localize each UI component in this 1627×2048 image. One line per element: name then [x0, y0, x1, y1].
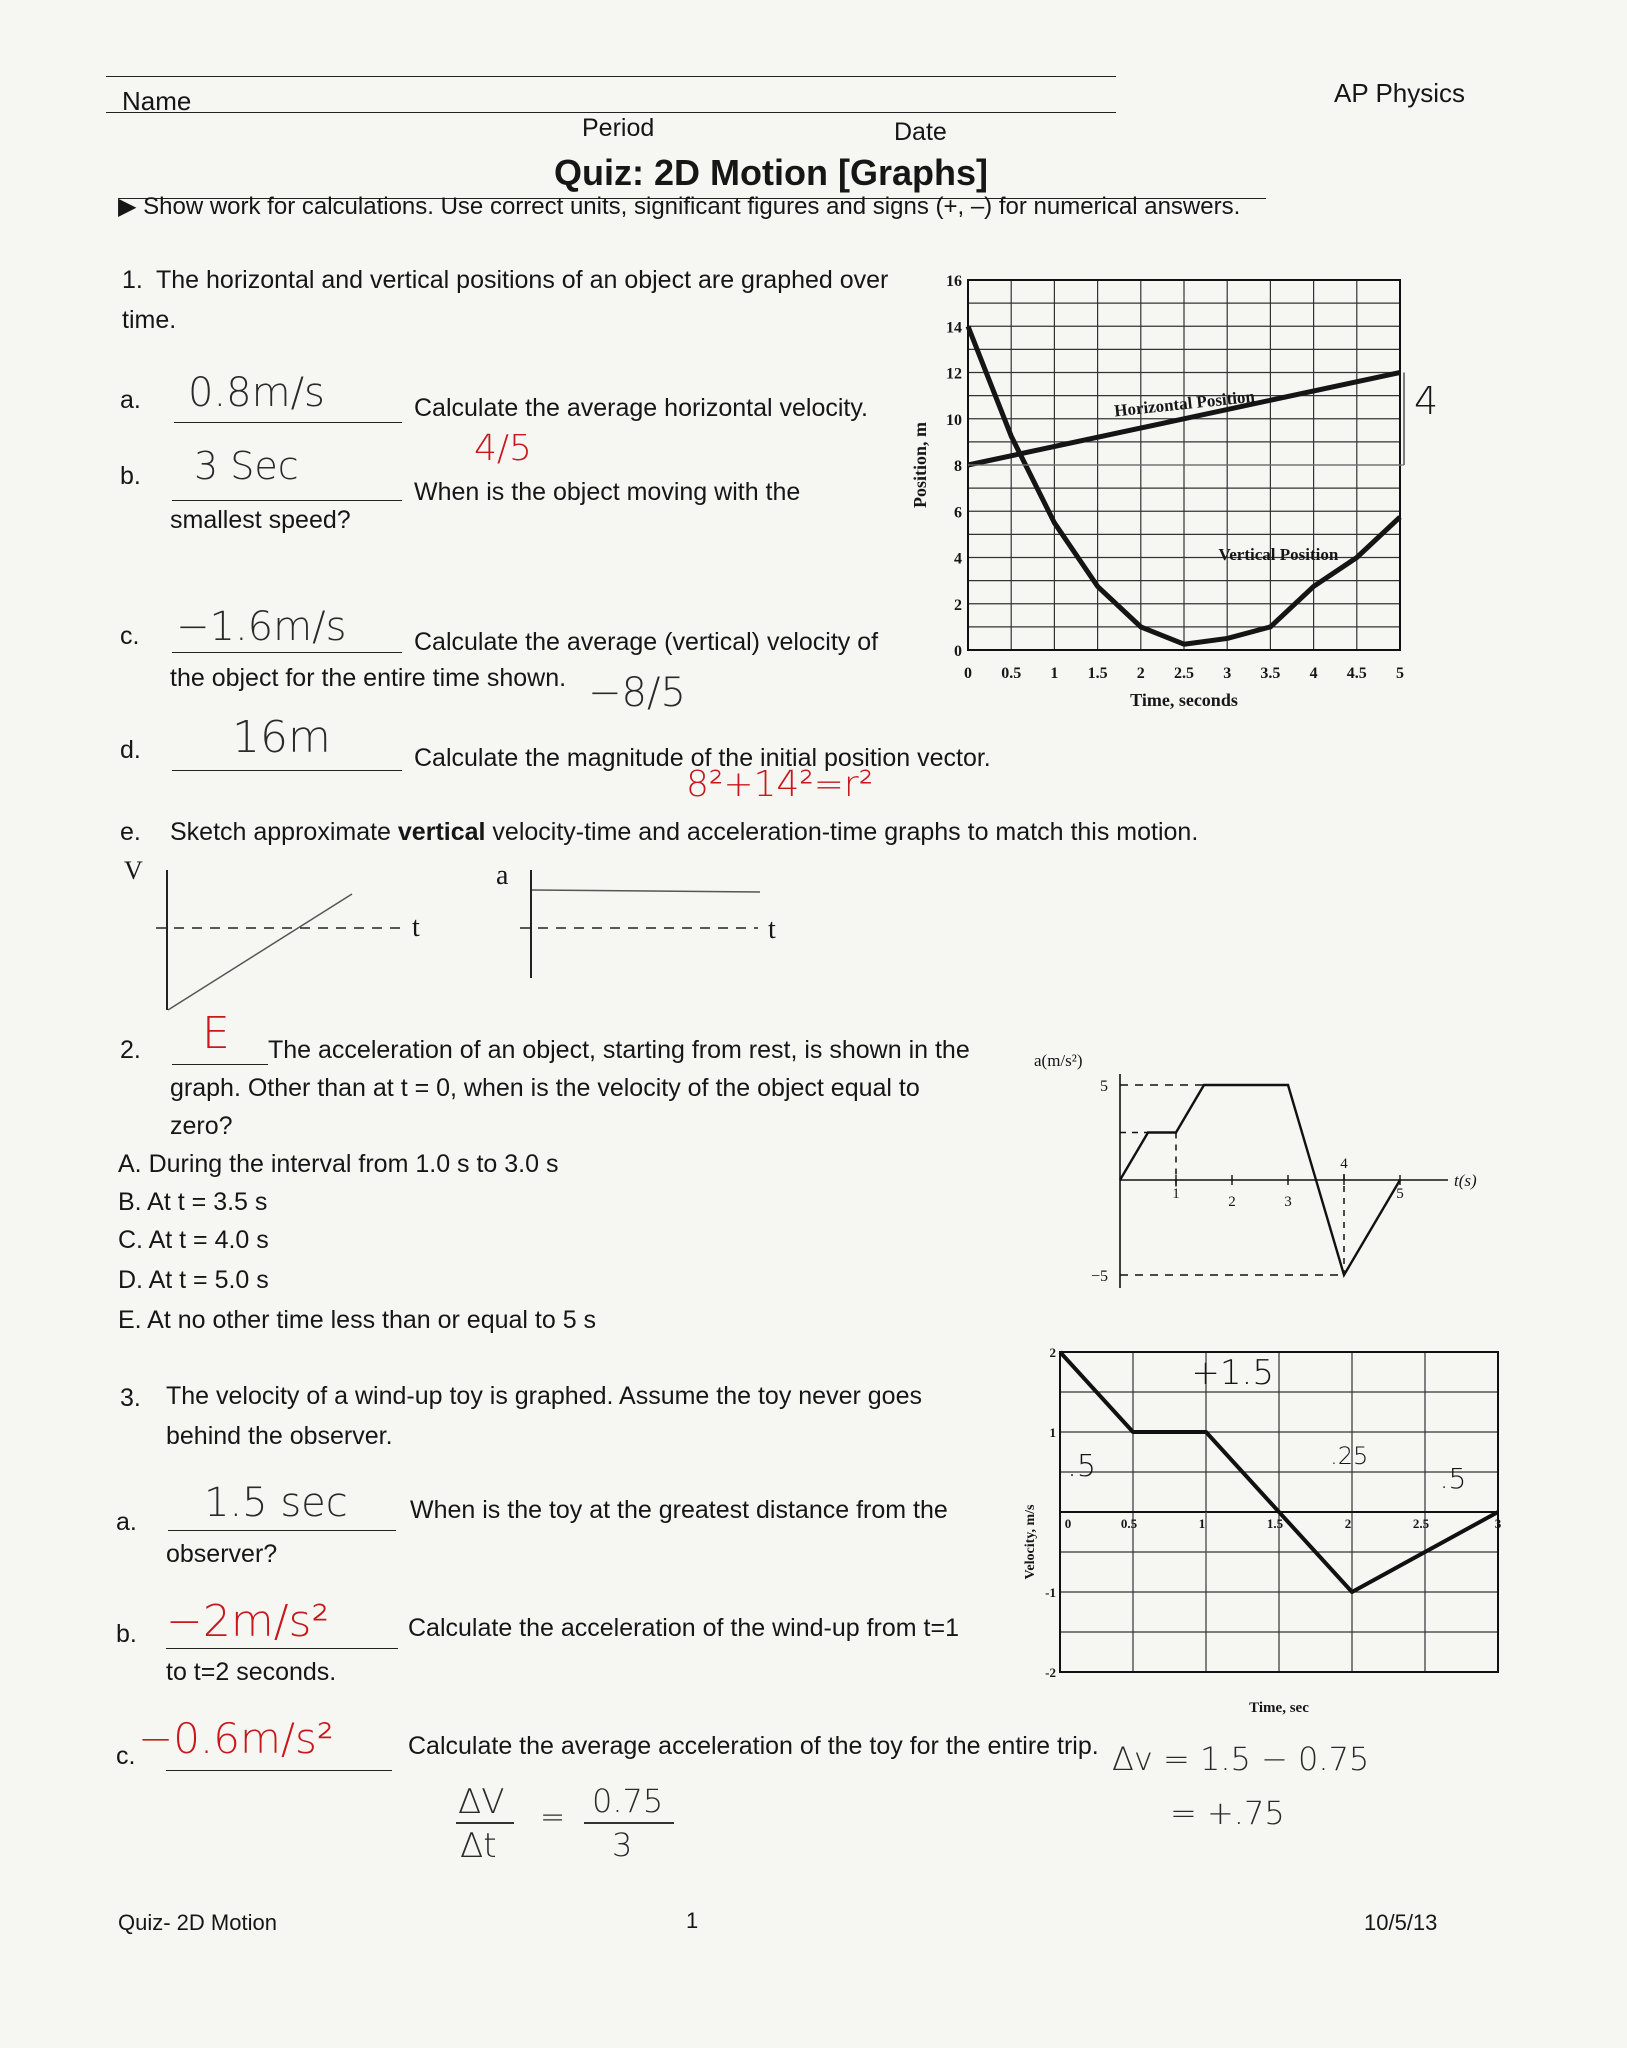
sketch-a-label: a: [496, 860, 509, 891]
q1e-prompt: Sketch approximate vertical velocity-time and acceleration-time graphs to match this motion.: [170, 818, 1199, 846]
q3c-work-den: 3: [612, 1826, 633, 1864]
q1b-prompt2: smallest speed?: [170, 506, 351, 534]
q3c-prompt: Calculate the average acceleration of the toy for the entire trip.: [408, 1732, 1099, 1760]
q1-number: 1.: [122, 266, 143, 294]
q2-text-line2: graph. Other than at t = 0, when is the velocity of the object equal to: [170, 1074, 920, 1102]
instructions: ▶ Show work for calculations. Use correct units, significant figures and signs (+, –) for numerical answers.: [118, 193, 1241, 220]
q3c-work-num: 0.75: [592, 1782, 664, 1820]
footer-date: 10/5/13: [1364, 1910, 1438, 1935]
y-tick-label: 6: [954, 504, 962, 522]
q1d-work: 8²+14²=r²: [686, 764, 874, 805]
x-tick-label: 2.5: [1174, 665, 1194, 682]
q1c-work: −8/5: [588, 670, 686, 716]
y-axis-label: Velocity, m/s: [1023, 1504, 1038, 1580]
q3b-prompt2: to t=2 seconds.: [166, 1658, 337, 1686]
x-axis-label: t(s): [1454, 1171, 1477, 1190]
q2-answer: E: [202, 1008, 230, 1059]
x-tick-label: 4: [1309, 665, 1318, 682]
x-tick-label: 1: [1172, 1186, 1180, 1202]
triangle-bullet-icon: ▶: [118, 193, 137, 220]
annotation-four: 4: [1414, 379, 1439, 424]
annotation-area-3: .5: [1439, 1462, 1467, 1495]
y-tick-label: 16: [946, 273, 962, 290]
q1b-prompt: When is the object moving with the: [414, 478, 801, 506]
x-tick-label: 2: [1136, 665, 1145, 682]
y-tick-label: 5: [1100, 1078, 1108, 1095]
horizontal-position-label: Horizontal Position: [1113, 386, 1256, 421]
y-tick-label: −5: [1090, 1268, 1108, 1285]
q3-number: 3.: [120, 1384, 141, 1412]
name-label: Name: [122, 86, 192, 116]
x-tick-label: 5: [1396, 665, 1404, 682]
x-tick-label: 3: [1494, 1516, 1502, 1531]
q3c-answer: −0.6m/s²: [138, 1714, 334, 1763]
q2-choice-d: D. At t = 5.0 s: [118, 1266, 269, 1294]
annotation-area-1: .5: [1067, 1449, 1096, 1484]
x-tick-label: 0: [1064, 1516, 1072, 1531]
q1e-letter: e.: [120, 818, 141, 846]
annotation-plus-1p5: +1.5: [1191, 1353, 1274, 1393]
q2-number: 2.: [120, 1036, 141, 1064]
q3a-prompt: When is the toy at the greatest distance from the: [410, 1496, 948, 1524]
x-tick-label: 3.5: [1260, 665, 1281, 682]
q3b-letter: b.: [116, 1620, 137, 1648]
q1c-answer: −1.6m/s: [176, 604, 347, 650]
x-tick-label: 0.5: [1120, 1516, 1138, 1531]
q3-text-line2: behind the observer.: [166, 1422, 393, 1450]
y-tick-label: -1: [1045, 1585, 1056, 1600]
sketch-a-line: [532, 890, 760, 892]
footer-page: 1: [686, 1908, 699, 1933]
velocity-time-chart: [1010, 1340, 1530, 1720]
period-label: Period: [582, 114, 655, 142]
footer-title: Quiz- 2D Motion: [118, 1910, 277, 1935]
q1c-letter: c.: [120, 622, 140, 650]
q3c-work3: = +.75: [1170, 1794, 1285, 1832]
annotation-area-2: .25: [1330, 1442, 1369, 1470]
x-tick-label: 5: [1396, 1186, 1404, 1202]
x-tick-label: 1: [1198, 1516, 1206, 1531]
y-axis-label: Position, m: [910, 421, 930, 509]
q2-choice-e: E. At no other time less than or equal to 5 s: [118, 1306, 597, 1334]
q1a-prompt: Calculate the average horizontal velocity.: [414, 394, 868, 422]
q2-text-line3: zero?: [170, 1112, 233, 1140]
x-tick-label: 1.5: [1087, 665, 1108, 682]
y-tick-label: 10: [946, 411, 962, 429]
q3c-letter: c.: [116, 1742, 136, 1770]
x-tick-label: 4.5: [1346, 665, 1367, 682]
x-tick-label: 0.5: [1001, 665, 1022, 682]
q1b-letter: b.: [120, 462, 141, 490]
q3c-work-equals: =: [540, 1800, 566, 1835]
q1b-answer: 3 Sec: [194, 444, 299, 488]
course-label: AP Physics: [1334, 78, 1466, 108]
q3a-letter: a.: [116, 1508, 137, 1536]
q3a-answer: 1.5 sec: [204, 1480, 348, 1526]
x-tick-label: 0: [964, 665, 972, 682]
q1a-letter: a.: [120, 386, 141, 414]
y-tick-label: 1: [1049, 1425, 1056, 1440]
y-tick-label: 12: [946, 365, 962, 383]
q2-choice-a: A. During the interval from 1.0 s to 3.0 s: [118, 1150, 559, 1178]
sketch-v-label: V: [124, 856, 143, 885]
q1c-prompt: Calculate the average (vertical) velocity of: [414, 628, 879, 656]
y-tick-label: -2: [1045, 1665, 1056, 1680]
q2-choice-c: C. At t = 4.0 s: [118, 1226, 269, 1254]
x-tick-label: 2: [1344, 1516, 1352, 1531]
y-tick-label: 2: [954, 596, 962, 614]
x-tick-label: 1: [1050, 665, 1059, 682]
q1-text-line1: The horizontal and vertical positions of an object are graphed over: [156, 266, 889, 294]
q3c-work2: Δv = 1.5 − 0.75: [1112, 1740, 1370, 1778]
q3c-work-dt: Δt: [460, 1826, 497, 1866]
x-tick-label: 4: [1340, 1156, 1348, 1172]
x-axis-label: Time, sec: [1249, 1700, 1309, 1716]
x-axis-label: Time, seconds: [1130, 690, 1238, 710]
q1a-work: 4/5: [474, 428, 532, 469]
q3a-prompt2: observer?: [166, 1540, 278, 1568]
page-title: Quiz: 2D Motion [Graphs]: [554, 152, 988, 193]
x-tick-label: 2.5: [1412, 1516, 1430, 1531]
y-tick-label: 0: [954, 643, 962, 660]
q3b-answer: −2m/s²: [166, 1596, 330, 1647]
q3-text-line1: The velocity of a wind-up toy is graphed. Assume the toy never goes: [166, 1382, 922, 1410]
x-tick-label: 1.5: [1266, 1516, 1284, 1531]
q1d-prompt: Calculate the magnitude of the initial position vector.: [414, 744, 991, 772]
y-tick-label: 4: [954, 550, 962, 568]
q3c-work-dv: ΔV: [458, 1782, 505, 1822]
sketch-v-t-label: t: [412, 912, 420, 943]
q1d-answer: 16m: [232, 712, 331, 763]
q2-choice-b: B. At t = 3.5 s: [118, 1188, 268, 1216]
x-tick-label: 3: [1223, 665, 1232, 682]
q1c-prompt2: the object for the entire time shown.: [170, 664, 567, 692]
x-tick-label: 2: [1228, 1194, 1236, 1210]
q1-text-line2: time.: [122, 306, 177, 334]
q1a-answer: 0.8m/s: [188, 370, 325, 416]
vertical-position-label: Vertical Position: [1218, 544, 1339, 564]
x-tick-label: 3: [1284, 1194, 1292, 1210]
position-time-chart: [900, 262, 1540, 732]
y-axis-label: a(m/s²): [1034, 1051, 1083, 1070]
sketch-v-line: [168, 894, 352, 1010]
q1d-letter: d.: [120, 736, 141, 764]
q3b-prompt: Calculate the acceleration of the wind-up from t=1: [408, 1614, 960, 1642]
y-tick-label: 2: [1049, 1345, 1056, 1360]
q2-text-line1: The acceleration of an object, starting from rest, is shown in the: [268, 1036, 970, 1064]
acceleration-time-chart: [1030, 1040, 1477, 1300]
y-tick-label: 14: [946, 319, 962, 337]
sketch-graphs: [140, 860, 840, 1020]
sketch-a-t-label: t: [768, 914, 776, 945]
y-tick-label: 8: [954, 458, 962, 475]
date-label: Date: [894, 118, 947, 146]
